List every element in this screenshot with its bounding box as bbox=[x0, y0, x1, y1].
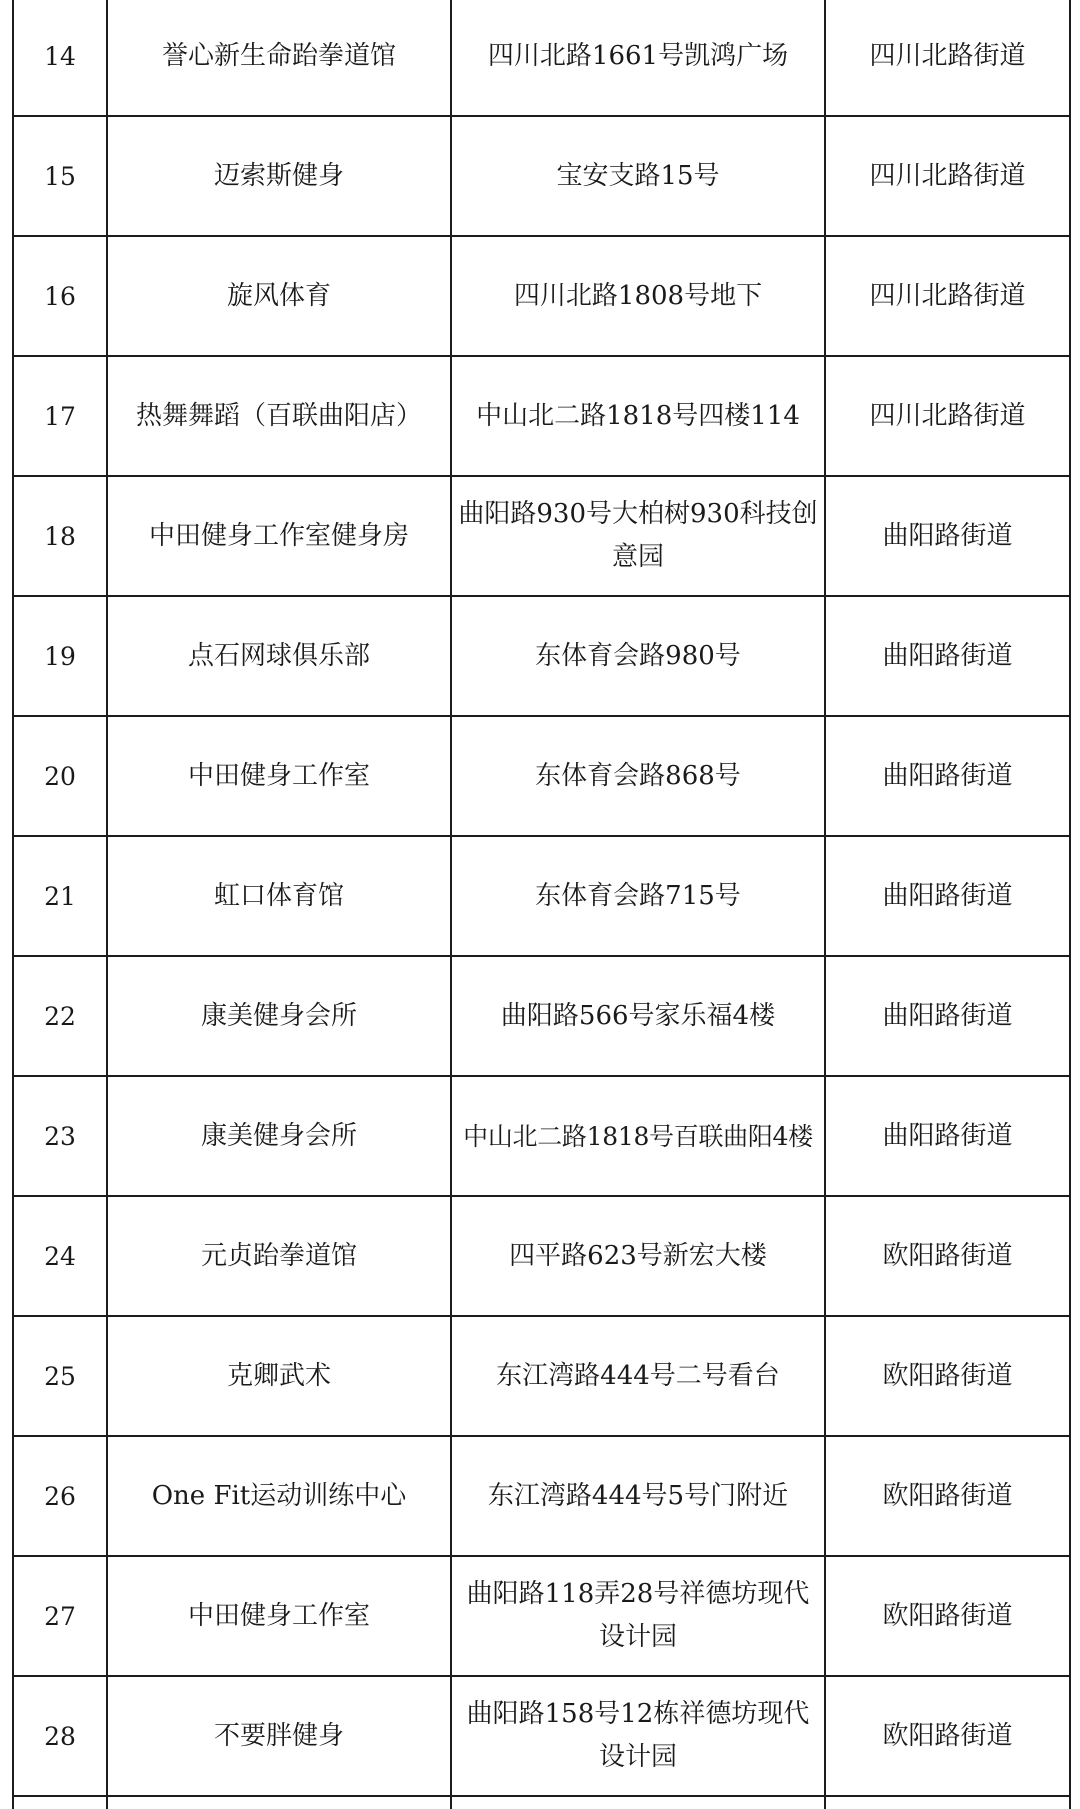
venue-address-cell bbox=[451, 1076, 825, 1196]
street-name: 四川北路街道 bbox=[869, 40, 1026, 71]
street-cell bbox=[825, 236, 1070, 356]
street-name: 欧阳路街道 bbox=[882, 1240, 1013, 1271]
venue-name: 旋风体育 bbox=[226, 280, 331, 311]
row-number-cell bbox=[13, 1676, 107, 1796]
venue-address-cell bbox=[451, 1556, 825, 1676]
venue-address-cell bbox=[451, 596, 825, 716]
venue-table bbox=[12, 0, 1071, 1809]
row-number-cell bbox=[13, 236, 107, 356]
street-cell bbox=[825, 1076, 1070, 1196]
venue-address: 四川北路1808号地下 bbox=[513, 280, 763, 311]
venue-name-cell bbox=[107, 0, 451, 116]
venue-name-cell bbox=[107, 596, 451, 716]
venue-address: 中山北二路1818号百联曲阳4楼 bbox=[463, 1121, 813, 1151]
venue-name: One Fit运动训练中心 bbox=[151, 1480, 407, 1511]
venue-name-cell bbox=[107, 956, 451, 1076]
venue-name: 虹口体育馆 bbox=[213, 880, 344, 911]
venue-name-cell bbox=[107, 1676, 451, 1796]
row-number: 15 bbox=[44, 161, 76, 191]
venue-name-cell bbox=[107, 1076, 451, 1196]
row-number-cell bbox=[13, 596, 107, 716]
table-row bbox=[13, 1436, 1070, 1556]
table-row bbox=[13, 1556, 1070, 1676]
venue-address: 曲阳路566号家乐福4楼 bbox=[500, 1000, 776, 1031]
row-number-cell bbox=[13, 1436, 107, 1556]
row-number: 16 bbox=[44, 281, 76, 311]
row-number: 27 bbox=[44, 1601, 76, 1631]
row-number-cell bbox=[13, 836, 107, 956]
venue-address-cell bbox=[451, 836, 825, 956]
venue-name-cell bbox=[107, 1316, 451, 1436]
venue-address-cell bbox=[451, 1196, 825, 1316]
venue-name: 康美健身会所 bbox=[200, 1000, 357, 1031]
row-number: 20 bbox=[44, 761, 76, 791]
street-name: 欧阳路街道 bbox=[882, 1720, 1013, 1751]
row-number: 23 bbox=[44, 1121, 76, 1151]
table-row bbox=[13, 116, 1070, 236]
venue-address-cell bbox=[451, 1796, 825, 1809]
row-number-cell bbox=[13, 1196, 107, 1316]
street-name: 欧阳路街道 bbox=[882, 1600, 1013, 1631]
venue-name: 热舞舞蹈（百联曲阳店） bbox=[135, 400, 422, 431]
row-number-cell bbox=[13, 356, 107, 476]
venue-name: 迈索斯健身 bbox=[213, 160, 344, 191]
table-row bbox=[13, 476, 1070, 596]
venue-address: 东江湾路444号二号看台 bbox=[496, 1360, 780, 1391]
venue-name-cell bbox=[107, 236, 451, 356]
venue-address-cell bbox=[451, 0, 825, 116]
table-row bbox=[13, 356, 1070, 476]
street-cell bbox=[825, 116, 1070, 236]
venue-address: 东体育会路868号 bbox=[535, 760, 741, 791]
venue-name-cell bbox=[107, 1196, 451, 1316]
venue-address-cell bbox=[451, 1676, 825, 1796]
venue-address-cell bbox=[451, 116, 825, 236]
venue-address: 东体育会路715号 bbox=[535, 880, 741, 911]
street-cell bbox=[825, 1676, 1070, 1796]
table-row bbox=[13, 596, 1070, 716]
row-number-cell bbox=[13, 0, 107, 116]
venue-name: 不要胖健身 bbox=[213, 1720, 344, 1751]
row-number: 28 bbox=[44, 1721, 76, 1751]
table-row bbox=[13, 1796, 1070, 1809]
venue-name-cell bbox=[107, 836, 451, 956]
venue-address: 宝安支路15号 bbox=[556, 160, 720, 191]
street-name: 四川北路街道 bbox=[869, 280, 1026, 311]
row-number: 26 bbox=[44, 1481, 76, 1511]
street-name: 曲阳路街道 bbox=[882, 880, 1013, 911]
venue-name: 中田健身工作室 bbox=[187, 1600, 370, 1631]
table-row bbox=[13, 956, 1070, 1076]
row-number-cell bbox=[13, 1796, 107, 1809]
row-number: 18 bbox=[44, 521, 76, 551]
street-cell bbox=[825, 1196, 1070, 1316]
row-number-cell bbox=[13, 1556, 107, 1676]
venue-name: 康美健身会所 bbox=[200, 1120, 357, 1151]
table-row bbox=[13, 1076, 1070, 1196]
venue-address-cell bbox=[451, 356, 825, 476]
street-cell bbox=[825, 1796, 1070, 1809]
row-number: 14 bbox=[44, 41, 76, 71]
table-row bbox=[13, 716, 1070, 836]
venue-name-cell bbox=[107, 1436, 451, 1556]
venue-address-cell bbox=[451, 1436, 825, 1556]
venue-address-cell bbox=[451, 956, 825, 1076]
street-cell bbox=[825, 0, 1070, 116]
row-number-cell bbox=[13, 1316, 107, 1436]
venue-address-cell bbox=[451, 1316, 825, 1436]
venue-address: 曲阳路118弄28号祥德坊现代设计园 bbox=[466, 1579, 810, 1652]
table-row bbox=[13, 0, 1070, 116]
venue-name-cell bbox=[107, 1796, 451, 1809]
row-number: 24 bbox=[44, 1241, 76, 1271]
venue-address: 四川北路1661号凯鸿广场 bbox=[487, 40, 789, 71]
street-name: 欧阳路街道 bbox=[882, 1480, 1013, 1511]
venue-name-cell bbox=[107, 716, 451, 836]
venue-name: 中田健身工作室健身房 bbox=[148, 520, 409, 551]
venue-name: 誉心新生命跆拳道馆 bbox=[161, 40, 396, 71]
row-number-cell bbox=[13, 476, 107, 596]
venue-address: 曲阳路930号大柏树930科技创意园 bbox=[458, 499, 818, 572]
row-number-cell bbox=[13, 1076, 107, 1196]
venue-address: 曲阳路158号12栋祥德坊现代设计园 bbox=[466, 1699, 810, 1772]
street-cell bbox=[825, 1436, 1070, 1556]
venue-name-cell bbox=[107, 356, 451, 476]
street-name: 曲阳路街道 bbox=[882, 760, 1013, 791]
street-cell bbox=[825, 476, 1070, 596]
street-cell bbox=[825, 1316, 1070, 1436]
row-number-cell bbox=[13, 116, 107, 236]
table-row bbox=[13, 836, 1070, 956]
street-name: 曲阳路街道 bbox=[882, 640, 1013, 671]
venue-name-cell bbox=[107, 476, 451, 596]
street-name: 四川北路街道 bbox=[869, 400, 1026, 431]
street-cell bbox=[825, 836, 1070, 956]
table-row bbox=[13, 1316, 1070, 1436]
street-cell bbox=[825, 716, 1070, 836]
venue-name-cell bbox=[107, 1556, 451, 1676]
venue-name: 点石网球俱乐部 bbox=[187, 640, 370, 671]
row-number: 19 bbox=[44, 641, 76, 671]
street-cell bbox=[825, 356, 1070, 476]
street-cell bbox=[825, 956, 1070, 1076]
table-row bbox=[13, 1676, 1070, 1796]
venue-address: 四平路623号新宏大楼 bbox=[509, 1240, 767, 1271]
venue-address-cell bbox=[451, 476, 825, 596]
venue-address: 中山北二路1818号四楼114 bbox=[476, 400, 800, 431]
street-name: 四川北路街道 bbox=[869, 160, 1026, 191]
row-number: 22 bbox=[44, 1001, 76, 1031]
venue-address: 东江湾路444号5号门附近 bbox=[487, 1480, 789, 1511]
street-cell bbox=[825, 1556, 1070, 1676]
row-number-cell bbox=[13, 716, 107, 836]
row-number-cell bbox=[13, 956, 107, 1076]
venue-name: 中田健身工作室 bbox=[187, 760, 370, 791]
street-name: 曲阳路街道 bbox=[882, 1120, 1013, 1151]
venue-name-cell bbox=[107, 116, 451, 236]
venue-address-cell bbox=[451, 716, 825, 836]
venue-name: 克卿武术 bbox=[226, 1360, 331, 1391]
street-name: 曲阳路街道 bbox=[882, 520, 1013, 551]
street-name: 曲阳路街道 bbox=[882, 1000, 1013, 1031]
table-row bbox=[13, 236, 1070, 356]
row-number: 25 bbox=[44, 1361, 76, 1391]
row-number: 21 bbox=[44, 881, 76, 911]
venue-name: 元贞跆拳道馆 bbox=[200, 1240, 357, 1271]
street-cell bbox=[825, 596, 1070, 716]
street-name: 欧阳路街道 bbox=[882, 1360, 1013, 1391]
table-row bbox=[13, 1196, 1070, 1316]
row-number: 17 bbox=[44, 401, 76, 431]
venue-address: 东体育会路980号 bbox=[535, 640, 741, 671]
venue-address-cell bbox=[451, 236, 825, 356]
